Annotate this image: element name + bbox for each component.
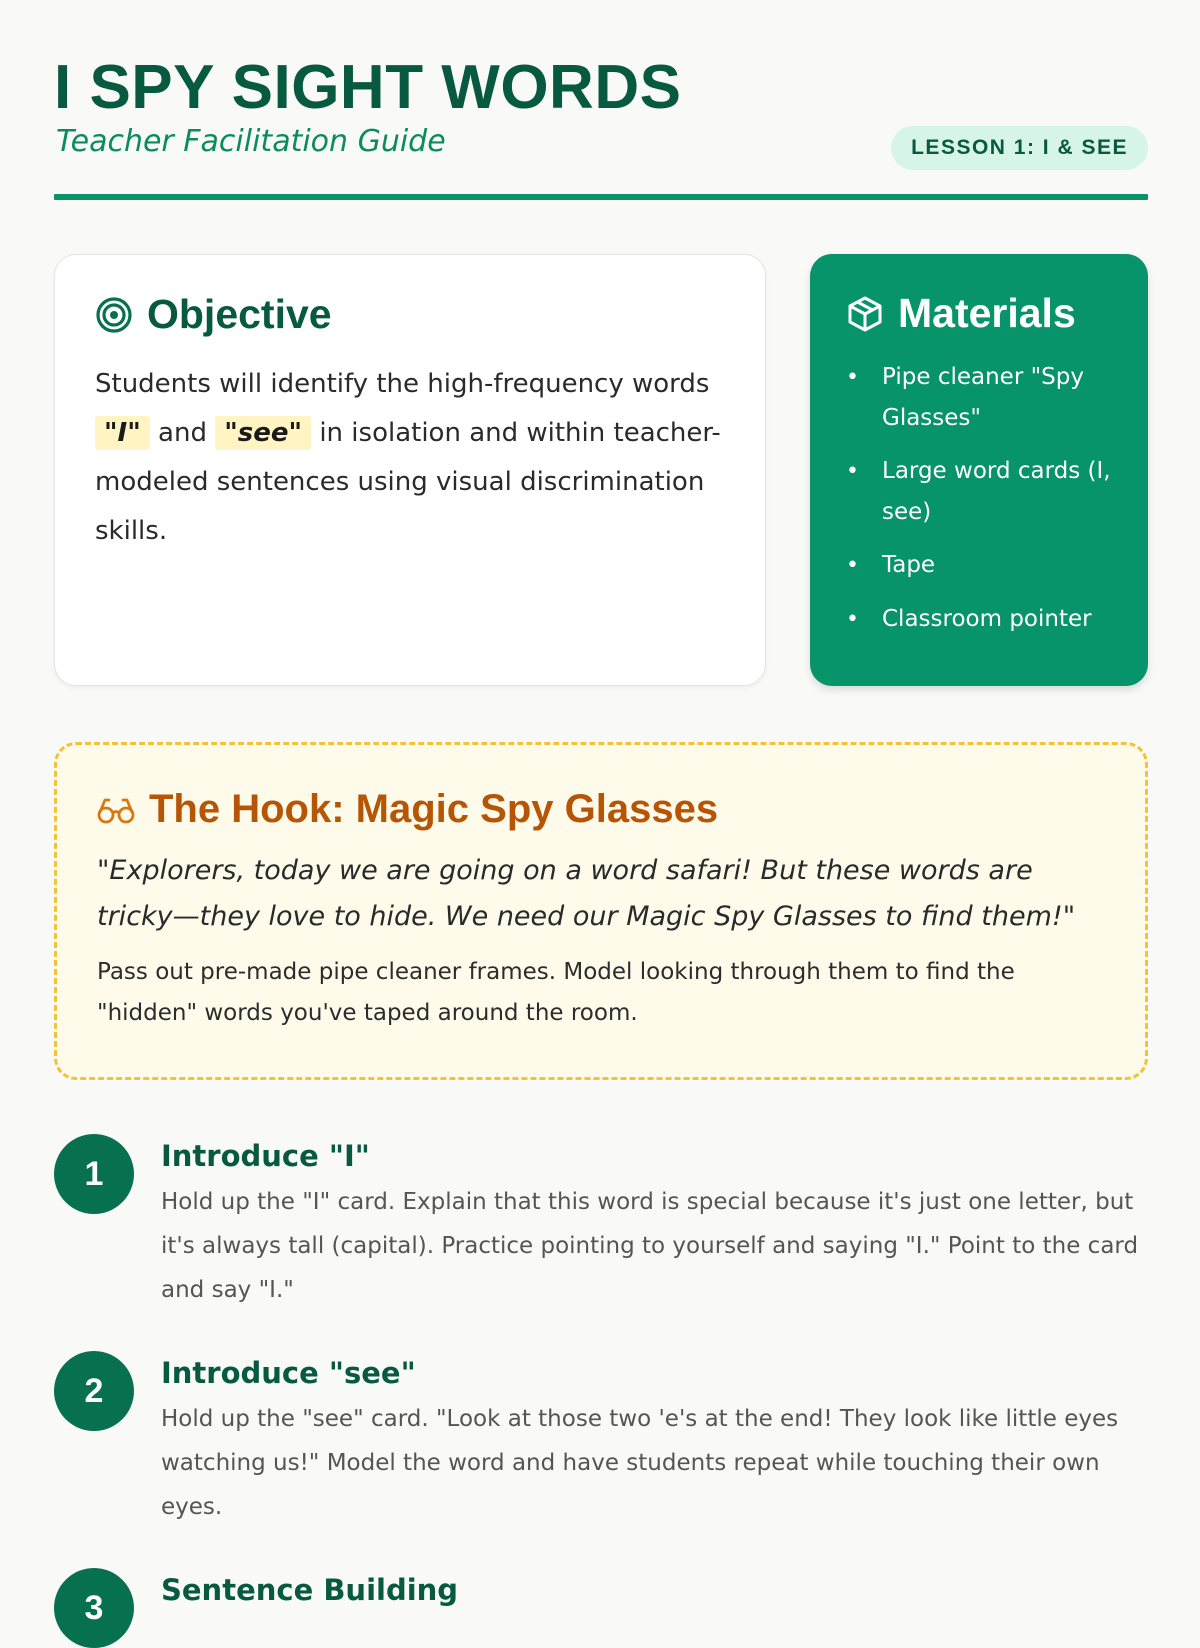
materials-card [810, 254, 1148, 686]
list-item: • Pipe cleaner "Spy Glasses" [846, 357, 1112, 438]
step-text: Hold up the "see" card. "Look at those two 'e's at the end! They look like little eyes watching us!" Model the word and have students repeat while touching their own eyes. [161, 1406, 1119, 1520]
objective-heading [95, 291, 725, 338]
highlight-word-i: "I" [95, 416, 150, 450]
hook-instruction: Pass out pre-made pipe cleaner frames. Model looking through them to find the "hidden" words you've taped around the room. [97, 959, 1015, 1026]
page-subtitle: Teacher Facilitation Guide [56, 124, 446, 159]
highlight-word-see: "see" [215, 416, 311, 450]
materials-list [846, 357, 1112, 640]
step-number-badge: 2 [54, 1351, 134, 1431]
step-number-badge: 1 [54, 1134, 134, 1214]
step-title: Introduce "I" [161, 1139, 370, 1173]
step-title: Sentence Building [161, 1573, 459, 1607]
header-divider [54, 194, 1148, 200]
lesson-badge: LESSON 1: I & SEE [891, 126, 1148, 170]
box-icon [846, 295, 884, 333]
objective-title: Objective [147, 291, 332, 337]
objective-text-part: in isolation and within teacher-modeled sentences using visual discrimination skills. [95, 418, 721, 546]
materials-title: Materials [898, 290, 1076, 336]
step-body [161, 1138, 1148, 1312]
glasses-icon [97, 795, 135, 825]
objective-text-part: and [149, 418, 216, 448]
hook-heading [97, 787, 1105, 832]
step-number-badge: 3 [54, 1568, 134, 1648]
hook-title: The Hook: Magic Spy Glasses [149, 787, 719, 831]
objective-card [54, 254, 766, 686]
target-icon [95, 296, 133, 334]
objective-text-part: Students will identify the high-frequency words [95, 369, 710, 399]
list-item: • Tape [846, 545, 1112, 586]
list-item: • Large word cards (I, see) [846, 451, 1112, 532]
page-title: I SPY SIGHT WORDS [54, 53, 682, 122]
step-body [161, 1355, 1148, 1529]
hook-box [54, 742, 1148, 1080]
materials-heading [846, 290, 1112, 337]
objective-text [95, 360, 725, 556]
list-item: • Classroom pointer [846, 599, 1112, 640]
step-text: Hold up the "I" card. Explain that this word is special because it's just one letter, but it's always tall (capital). Practice pointing to yourself and saying "I." Point to the card and say "I." [161, 1189, 1139, 1303]
hook-quote: "Explorers, today we are going on a word safari! But these words are tricky—they love to hide. We need our Magic Spy Glasses to find them!" [97, 855, 1076, 932]
step-title: Introduce "see" [161, 1356, 416, 1390]
step-body [161, 1572, 1148, 1608]
